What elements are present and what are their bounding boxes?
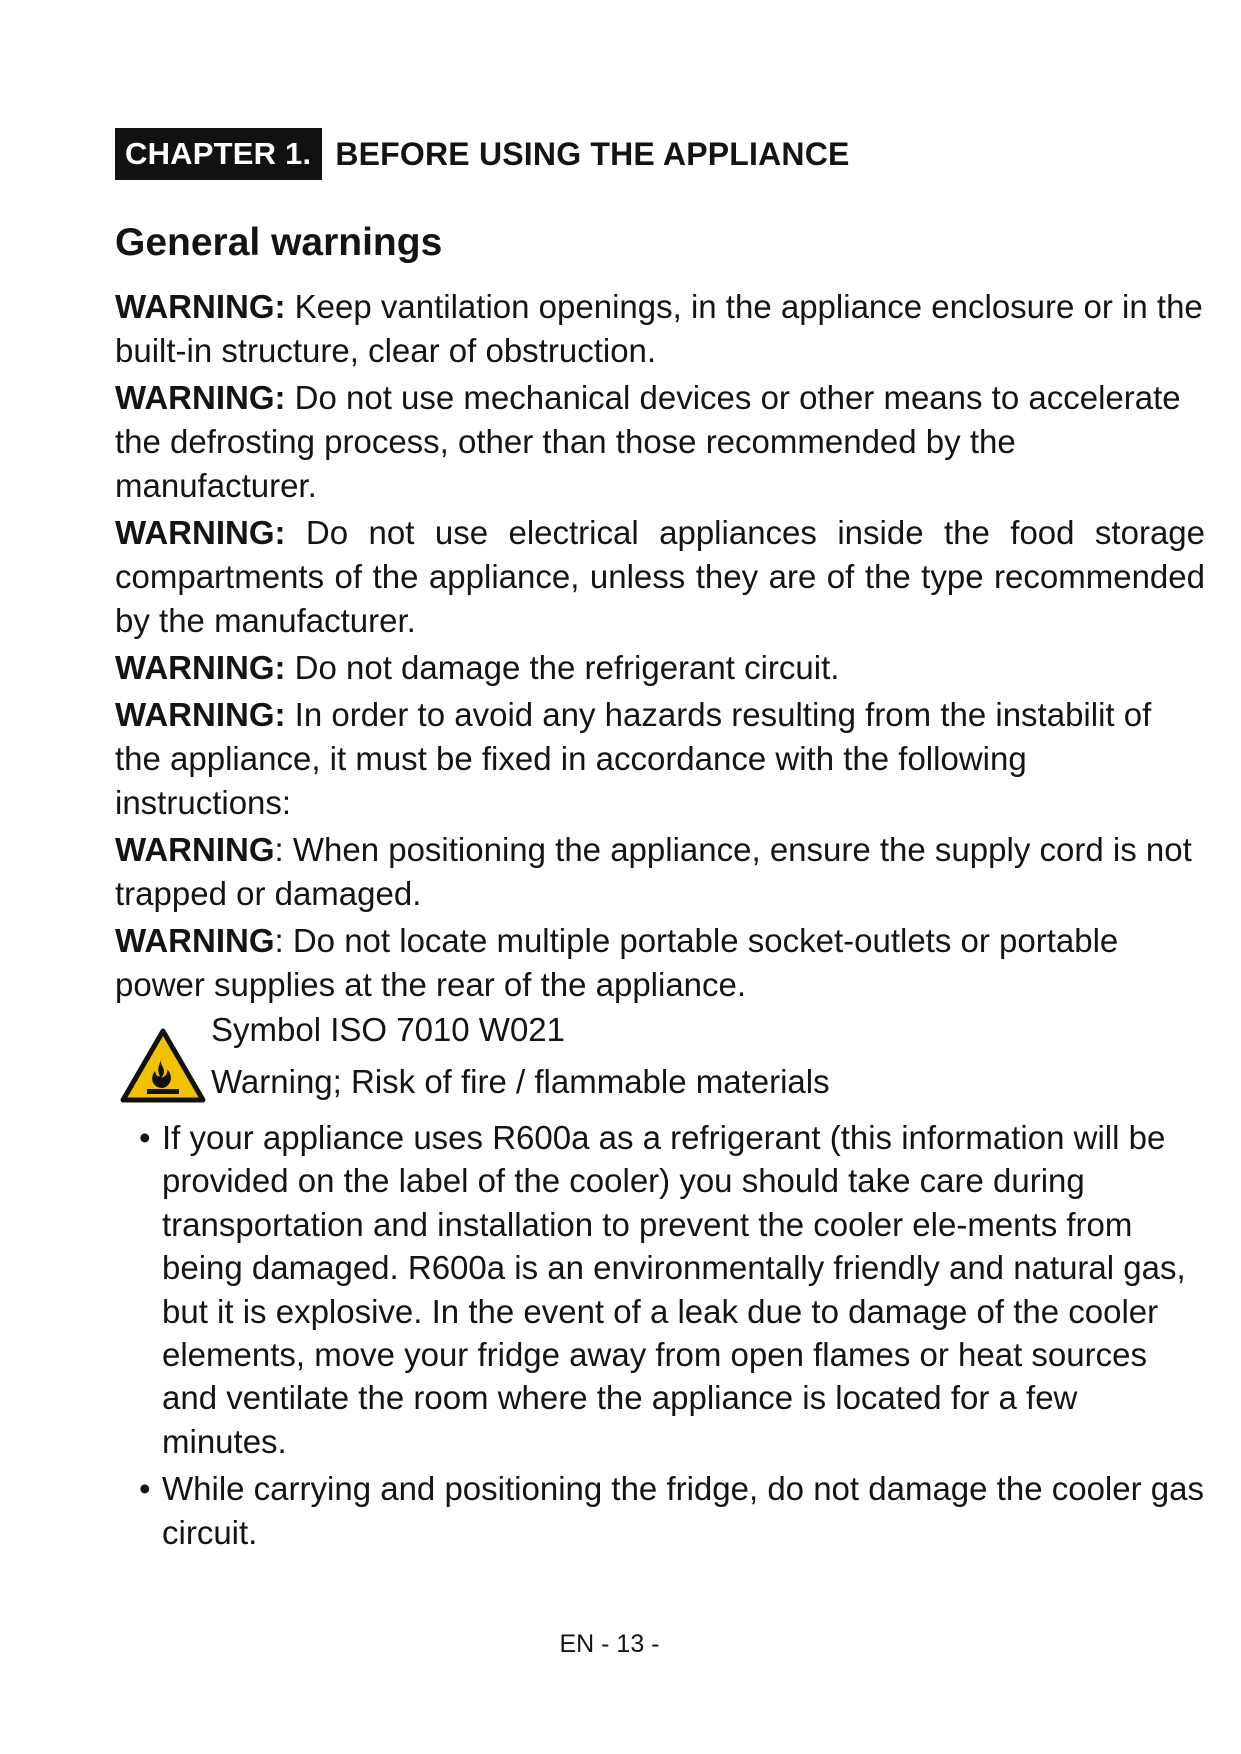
fire-warning-triangle-icon <box>120 1028 206 1104</box>
warning-paragraph <box>115 828 1205 916</box>
bullet-marker: • <box>139 1119 151 1156</box>
warning-text: : When positioning the appliance, ensure the supply cord is not trapped or damaged. <box>115 831 1192 912</box>
warning-text: Do not use mechanical devices or other means to accelerate the defrosting process, other than those recommended by the manufacturer. <box>115 379 1181 504</box>
warning-paragraph <box>115 919 1205 1007</box>
bullet-item <box>139 1116 1205 1463</box>
warning-text: Do not use electrical appliances inside the food storage compartments of the appliance, unless they are of the type recommended by the manufacturer. <box>115 514 1206 639</box>
symbol-code: Symbol ISO 7010 W021 <box>211 1011 566 1048</box>
warning-text: Do not damage the refrigerant circuit. <box>294 649 840 686</box>
chapter-label: CHAPTER 1. <box>115 128 322 180</box>
section-title: General warnings <box>115 221 443 264</box>
warning-paragraph <box>115 646 1205 690</box>
bullet-item <box>139 1467 1205 1554</box>
bullet-text: While carrying and positioning the fridge, do not damage the cooler gas circuit. <box>162 1470 1204 1551</box>
warning-keyword: WARNING <box>115 831 275 868</box>
warning-keyword: WARNING <box>115 922 275 959</box>
warning-keyword: WARNING: <box>115 379 286 416</box>
page-footer <box>0 1630 1241 1659</box>
warning-paragraph <box>115 511 1205 643</box>
chapter-title: BEFORE USING THE APPLIANCE <box>335 135 850 172</box>
chapter-header <box>115 128 850 180</box>
warning-paragraph <box>115 693 1205 825</box>
warning-text: In order to avoid any hazards resulting from the instabilit of the appliance, it must be fixed in accordance with the following instructions: <box>115 696 1152 821</box>
warning-keyword: WARNING: <box>115 288 286 325</box>
bullet-marker: • <box>139 1470 151 1508</box>
fire-symbol-block <box>115 1008 1205 1114</box>
warning-text: Keep vantilation openings, in the appliance enclosure or in the built-in structure, clear of obstruction. <box>115 288 1203 369</box>
warning-paragraph <box>115 285 1205 373</box>
warnings-content <box>115 285 1205 1558</box>
warning-text: : Do not locate multiple portable socket-outlets or portable power supplies at the rear of the appliance. <box>115 922 1119 1003</box>
warning-keyword: WARNING: <box>115 649 286 686</box>
page-number: EN - 13 - <box>559 1630 660 1658</box>
warning-keyword: WARNING: <box>115 514 286 551</box>
bullet-text: If your appliance uses R600a as a refrigerant (this information will be provided on the label of the cooler) you should take care during transportation and installation to prevent the cooler ele-ments from being damaged. R600a is an environmentally friendly and natural gas, but it is explosive. In the event of a leak due to damage of the cooler elements, move your fridge away from open flames or heat sources and ventilate the room where the appliance is located for a few minutes. <box>162 1119 1186 1460</box>
warning-keyword: WARNING: <box>115 696 286 733</box>
symbol-description: Warning; Risk of fire / flammable materials <box>211 1063 830 1100</box>
warning-paragraph <box>115 376 1205 508</box>
